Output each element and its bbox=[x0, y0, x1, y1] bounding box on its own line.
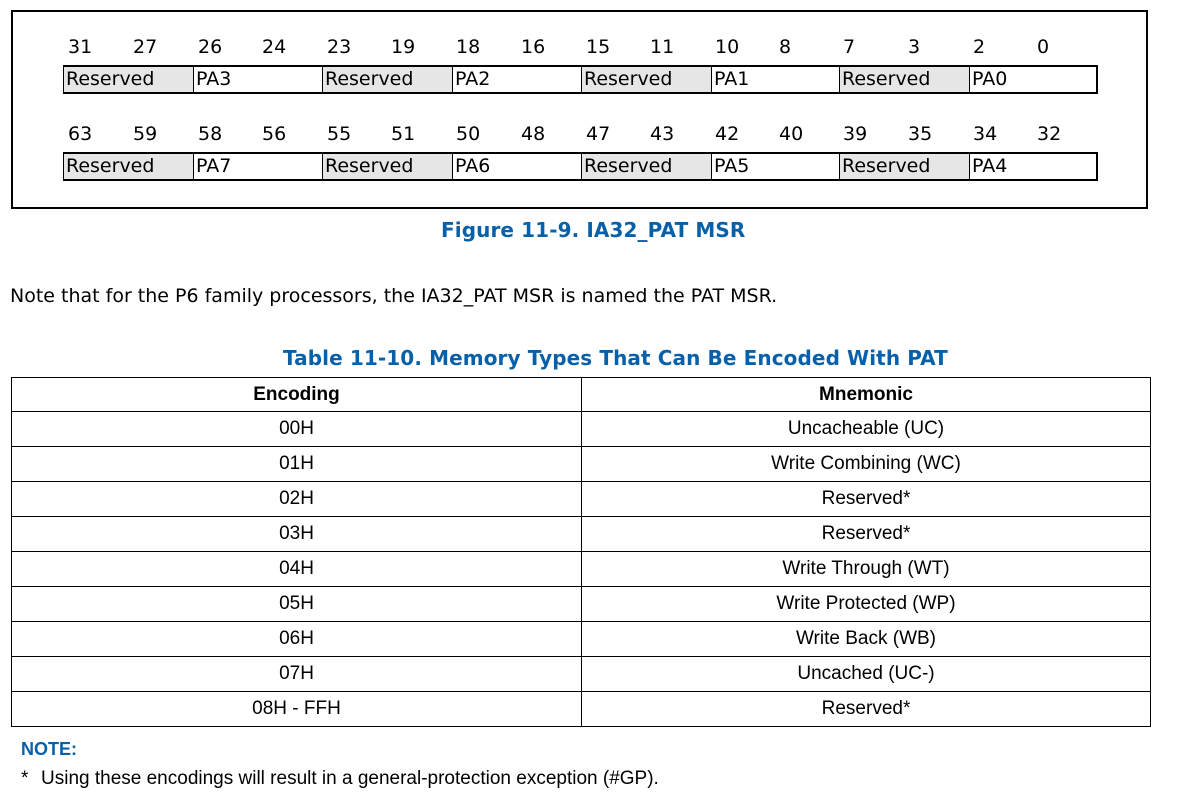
bit-number: 39 bbox=[843, 123, 868, 145]
mnemonic-cell: Write Combining (WC) bbox=[582, 447, 1151, 482]
bit-number: 43 bbox=[650, 123, 675, 145]
bit-number: 59 bbox=[133, 123, 158, 145]
bit-number: 3 bbox=[908, 36, 921, 58]
bit-number: 48 bbox=[521, 123, 546, 145]
bit-number: 63 bbox=[68, 123, 93, 145]
bit-number: 7 bbox=[843, 36, 856, 58]
field-reserved: Reserved bbox=[63, 65, 193, 94]
encoding-cell: 07H bbox=[12, 657, 582, 692]
encoding-cell: 00H bbox=[12, 412, 582, 447]
bit-number: 35 bbox=[908, 123, 933, 145]
table-row bbox=[12, 552, 1151, 587]
column-header-encoding: Encoding bbox=[12, 378, 582, 412]
table-caption: Table 11-10. Memory Types That Can Be Encoded With PAT bbox=[283, 346, 948, 370]
bit-number: 16 bbox=[521, 36, 546, 58]
bit-number: 56 bbox=[262, 123, 287, 145]
encoding-cell: 06H bbox=[12, 622, 582, 657]
bit-number: 8 bbox=[779, 36, 792, 58]
mnemonic-cell: Reserved* bbox=[582, 482, 1151, 517]
table-row bbox=[12, 517, 1151, 552]
field-reserved: Reserved bbox=[581, 65, 711, 94]
table-row bbox=[12, 622, 1151, 657]
mnemonic-cell: Write Back (WB) bbox=[582, 622, 1151, 657]
field-reserved: Reserved bbox=[581, 152, 711, 181]
bit-number: 11 bbox=[650, 36, 675, 58]
bit-number: 47 bbox=[586, 123, 611, 145]
bit-number: 26 bbox=[198, 36, 223, 58]
bit-number: 15 bbox=[586, 36, 611, 58]
bit-number: 42 bbox=[715, 123, 740, 145]
table-header-row bbox=[12, 378, 1151, 412]
field-pa5: PA5 bbox=[711, 152, 839, 181]
bit-number: 2 bbox=[973, 36, 986, 58]
bit-number: 58 bbox=[198, 123, 223, 145]
bit-number: 19 bbox=[391, 36, 416, 58]
bit-number: 0 bbox=[1037, 36, 1050, 58]
table-row bbox=[12, 412, 1151, 447]
bit-number: 51 bbox=[391, 123, 416, 145]
bit-number: 34 bbox=[973, 123, 998, 145]
field-reserved: Reserved bbox=[322, 65, 452, 94]
table-row bbox=[12, 692, 1151, 727]
mnemonic-cell: Uncached (UC-) bbox=[582, 657, 1151, 692]
field-reserved: Reserved bbox=[322, 152, 452, 181]
field-reserved: Reserved bbox=[63, 152, 193, 181]
mnemonic-cell: Uncacheable (UC) bbox=[582, 412, 1151, 447]
bit-number: 40 bbox=[779, 123, 804, 145]
mnemonic-cell: Reserved* bbox=[582, 692, 1151, 727]
bit-number: 32 bbox=[1037, 123, 1062, 145]
memory-types-table bbox=[11, 377, 1151, 727]
column-header-mnemonic: Mnemonic bbox=[582, 378, 1151, 412]
encoding-cell: 03H bbox=[12, 517, 582, 552]
body-paragraph: Note that for the P6 family processors, the IA32_PAT MSR is named the PAT MSR. bbox=[10, 285, 778, 307]
mnemonic-cell: Reserved* bbox=[582, 517, 1151, 552]
note-label: NOTE: bbox=[21, 739, 77, 759]
field-pa4: PA4 bbox=[969, 152, 1098, 181]
bit-number: 23 bbox=[327, 36, 352, 58]
footnote-text: Using these encodings will result in a general-protection exception (#GP). bbox=[41, 768, 659, 789]
mnemonic-cell: Write Through (WT) bbox=[582, 552, 1151, 587]
encoding-cell: 04H bbox=[12, 552, 582, 587]
table-row bbox=[12, 482, 1151, 517]
footnote-marker: * bbox=[21, 768, 29, 789]
table-row bbox=[12, 447, 1151, 482]
bit-number: 10 bbox=[715, 36, 740, 58]
figure-caption: Figure 11-9. IA32_PAT MSR bbox=[441, 218, 746, 242]
bit-number: 31 bbox=[68, 36, 93, 58]
bit-number: 50 bbox=[456, 123, 481, 145]
mnemonic-cell: Write Protected (WP) bbox=[582, 587, 1151, 622]
field-pa1: PA1 bbox=[711, 65, 839, 94]
encoding-cell: 02H bbox=[12, 482, 582, 517]
footnote bbox=[21, 768, 659, 790]
table-row bbox=[12, 587, 1151, 622]
field-reserved: Reserved bbox=[839, 152, 969, 181]
encoding-cell: 01H bbox=[12, 447, 582, 482]
field-pa0: PA0 bbox=[969, 65, 1098, 94]
field-pa6: PA6 bbox=[452, 152, 581, 181]
field-pa7: PA7 bbox=[193, 152, 322, 181]
field-pa2: PA2 bbox=[452, 65, 581, 94]
table-row bbox=[12, 657, 1151, 692]
bit-number: 27 bbox=[133, 36, 158, 58]
encoding-cell: 08H - FFH bbox=[12, 692, 582, 727]
bit-number: 24 bbox=[262, 36, 287, 58]
field-reserved: Reserved bbox=[839, 65, 969, 94]
field-pa3: PA3 bbox=[193, 65, 322, 94]
bit-number: 18 bbox=[456, 36, 481, 58]
bit-number: 55 bbox=[327, 123, 352, 145]
encoding-cell: 05H bbox=[12, 587, 582, 622]
